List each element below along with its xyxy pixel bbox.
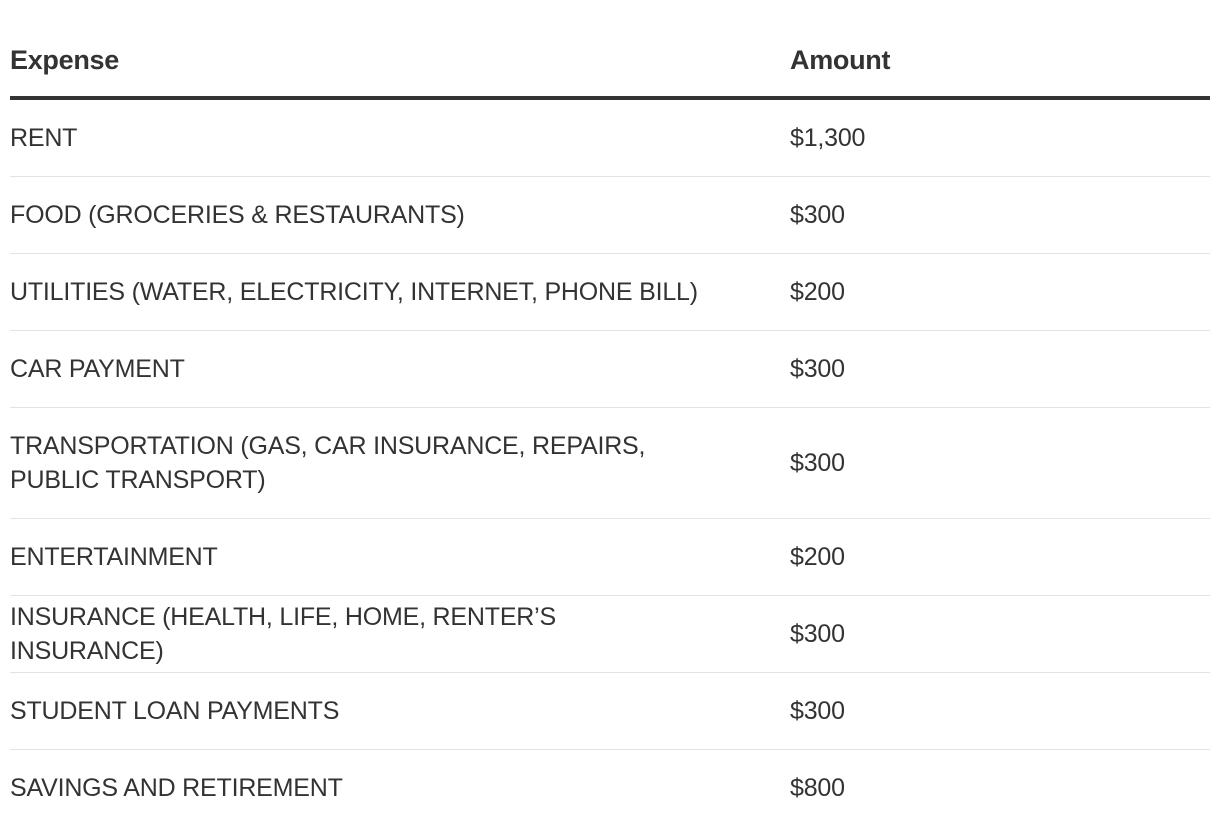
- table-row: [10, 408, 1210, 519]
- amount-cell: $200: [790, 519, 1210, 596]
- table-row: [10, 254, 1210, 331]
- header-row: [10, 0, 1210, 98]
- expense-cell: CAR PAYMENT: [10, 331, 790, 408]
- table-row: [10, 177, 1210, 254]
- amount-cell: $300: [790, 331, 1210, 408]
- table-row: [10, 98, 1210, 177]
- expense-cell: RENT: [10, 98, 790, 177]
- amount-cell: $300: [790, 596, 1210, 673]
- table-row: [10, 596, 1210, 673]
- amount-cell: $200: [790, 254, 1210, 331]
- column-header-amount: Amount: [790, 0, 1210, 98]
- table-row: [10, 519, 1210, 596]
- expense-cell: STUDENT LOAN PAYMENTS: [10, 673, 790, 750]
- amount-cell: $300: [790, 408, 1210, 519]
- amount-cell: $800: [790, 774, 845, 802]
- expense-cell: TRANSPORTATION (GAS, CAR INSURANCE, REPAIRS, PUBLIC TRANSPORT): [10, 408, 790, 519]
- table-row: [10, 750, 1210, 827]
- table-row: [10, 331, 1210, 408]
- table-row: [10, 673, 1210, 750]
- expense-table-container: [10, 0, 1210, 826]
- column-header-expense: Expense: [10, 0, 790, 98]
- expense-cell: ENTERTAINMENT: [10, 519, 790, 596]
- amount-cell: $1,300: [790, 98, 1210, 177]
- expense-table: [10, 0, 1210, 826]
- amount-cell: $300: [790, 177, 1210, 254]
- expense-cell: INSURANCE (HEALTH, LIFE, HOME, RENTER’S INSURANCE): [10, 596, 790, 673]
- table-body: [10, 98, 1210, 826]
- expense-cell: FOOD (GROCERIES & RESTAURANTS): [10, 177, 790, 254]
- expense-cell: UTILITIES (WATER, ELECTRICITY, INTERNET, PHONE BILL): [10, 254, 790, 331]
- table-header: [10, 0, 1210, 98]
- expense-cell: SAVINGS AND RETIREMENT: [10, 774, 343, 802]
- amount-cell: $300: [790, 673, 1210, 750]
